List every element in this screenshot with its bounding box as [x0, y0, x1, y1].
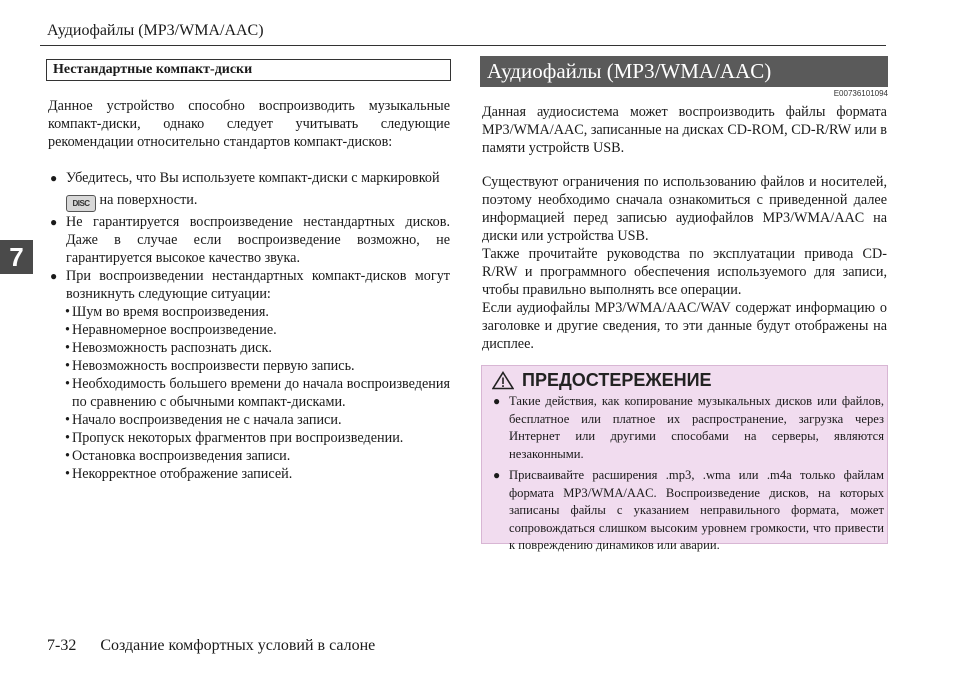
paragraph-manuals: Также прочитайте руководства по эксплуатации привода CD-R/RW и программного обеспечения используемого для записи, чтобы правильно выполнять все операции. [482, 246, 887, 298]
warning-body [491, 393, 884, 559]
situation-item: • Неравномерное воспроизведение. [48, 321, 450, 339]
warning-triangle-icon [492, 371, 514, 390]
section-banner: Аудиофайлы (MP3/WMA/AAC) [480, 56, 888, 87]
situation-item: • Пропуск некоторых фрагментов при воспроизведении. [48, 429, 450, 447]
situation-item: • Необходимость большего времени до начала воспроизведения по сравнению с обычными компакт-дисками. [48, 375, 450, 411]
situation-item: • Невозможность воспроизвести первую запись. [48, 357, 450, 375]
page-header-title: Аудиофайлы (MP3/WMA/AAC) [47, 22, 264, 39]
situation-item: • Начало воспроизведения не с начала записи. [48, 411, 450, 429]
warning-item-extensions: ● Присваивайте расширения .mp3, .wma или .m4a только файлам формата MP3/WMA/AAC. Воспроизведение дисков, на которых записаны файлы с указанием неправильного формата, может сопровождаться слишком высоким уровнем громкости, что привести к повреждению динамиков или аварии. [491, 467, 884, 555]
warning-header [492, 369, 712, 391]
bullet-disc-logo [48, 169, 450, 213]
left-column [48, 97, 450, 483]
bullet1-text-b: на поверхности. [99, 192, 198, 208]
situation-item: • Невозможность распознать диск. [48, 339, 450, 357]
warning-item-copyright: ● Такие действия, как копирование музыкальных дисков или файлов, бесплатное или платное их распространение, загрузка через Интернет или другими способами на серверы, являются незаконными. [491, 393, 884, 463]
warning-box [481, 365, 888, 552]
situation-item: • Некорректное отображение записей. [48, 465, 450, 483]
page-number: 7-32 [47, 637, 77, 654]
warning-title: ПРЕДОСТЕРЕЖЕНИЕ [522, 369, 712, 390]
paragraph-tags: Если аудиофайлы MP3/WMA/AAC/WAV содержат информацию о заголовке и другие сведения, то эти данные будут отображены на дисплее. [482, 300, 887, 352]
paragraph-limitations: Существуют ограничения по использованию файлов и носителей, поэтому необходимо сначала ознакомиться с приведенной далее информацией перед записью аудиофайлов MP3/WMA/AAC на диски или устройства USB. [482, 174, 887, 244]
header-divider [40, 45, 886, 46]
compact-disc-logo-icon: DISC [66, 195, 96, 212]
situation-item: • Остановка воспроизведения записи. [48, 447, 450, 465]
bullet-situations: ● При воспроизведении нестандартных компакт-дисков могут возникнуть следующие ситуации: [48, 267, 450, 303]
bullet-nonstandard: ● Не гарантируется воспроизведение нестандартных дисков. Даже в случае если воспроизведение возможно, не гарантируется высокое качество звука. [48, 213, 450, 267]
subsection-heading: Нестандартные компакт-диски [46, 59, 451, 81]
intro-paragraph: Данное устройство способно воспроизводить музыкальные компакт-диски, однако следует учитывать следующие рекомендации относительно стандартов компакт-дисков: [48, 98, 450, 150]
bullet1-text-a: Убедитесь, что Вы используете компакт-диски с маркировкой [66, 170, 440, 186]
paragraph-formats: Данная аудиосистема может воспроизводить файлы формата MP3/WMA/AAC, записанные на дисках CD-ROM, CD-R/RW или в памяти устройств USB. [482, 104, 887, 156]
page-footer [47, 637, 375, 655]
situation-item: • Шум во время воспроизведения. [48, 303, 450, 321]
right-column [482, 103, 887, 353]
document-code: E00736101094 [833, 89, 888, 98]
footer-section-title: Создание комфортных условий в салоне [100, 637, 376, 654]
chapter-tab: 7 [0, 240, 33, 274]
